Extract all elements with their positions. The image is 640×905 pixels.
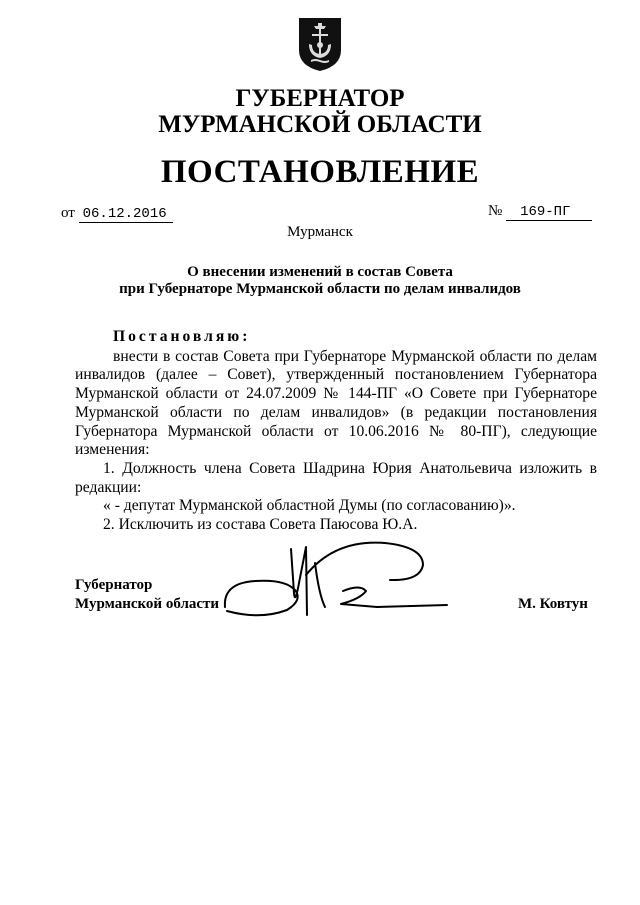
decree-word: Постановляю: [113, 328, 251, 345]
signature-position-line-1: Губернатор [75, 577, 153, 593]
coat-of-arms-icon [297, 16, 343, 72]
signature-position-line-2: Мурманской области [75, 596, 220, 612]
date-value: 06.12.2016 [79, 207, 173, 223]
date-row [61, 205, 173, 223]
item-1: 1. Должность члена Совета Шадрина Юрия Анатольевича изложить в редакции: [75, 459, 597, 496]
city: Мурманск [287, 224, 353, 240]
subject-line-2: при Губернаторе Мурманской области по делам инвалидов [119, 281, 521, 297]
item-2: 2. Исключить из состава Совета Паюсова Ю.А. [103, 516, 418, 534]
handwritten-signature [215, 535, 455, 625]
authority-line-2: МУРМАНСКОЙ ОБЛАСТИ [158, 111, 482, 138]
authority-line-1: ГУБЕРНАТОР [235, 85, 405, 112]
number-row [488, 203, 592, 221]
subject-line-1: О внесении изменений в состав Совета [187, 264, 453, 280]
date-prefix: от [61, 205, 75, 221]
number-value: 169-ПГ [506, 205, 592, 221]
document-type-title: ПОСТАНОВЛЕНИЕ [160, 154, 480, 190]
intro-paragraph: внести в состав Совета при Губернаторе Мурманской области по делам инвалидов (далее – Совет), утвержденный постановлением Губернатора Мурманской области от 24.07.2009 № 144-ПГ «О Совете при Губернаторе Мурманской области по делам инвалидов» (в редакции постановления Губернатора Мурманской области от 10.06.2016 № 80-ПГ), следующие изменения: [75, 347, 597, 459]
item-1-quote: « - депутат Мурманской областной Думы (по согласованию)». [103, 497, 516, 515]
signatory-name: М. Ковтун [518, 596, 588, 612]
number-prefix: № [488, 203, 503, 219]
decree-body [75, 328, 597, 535]
